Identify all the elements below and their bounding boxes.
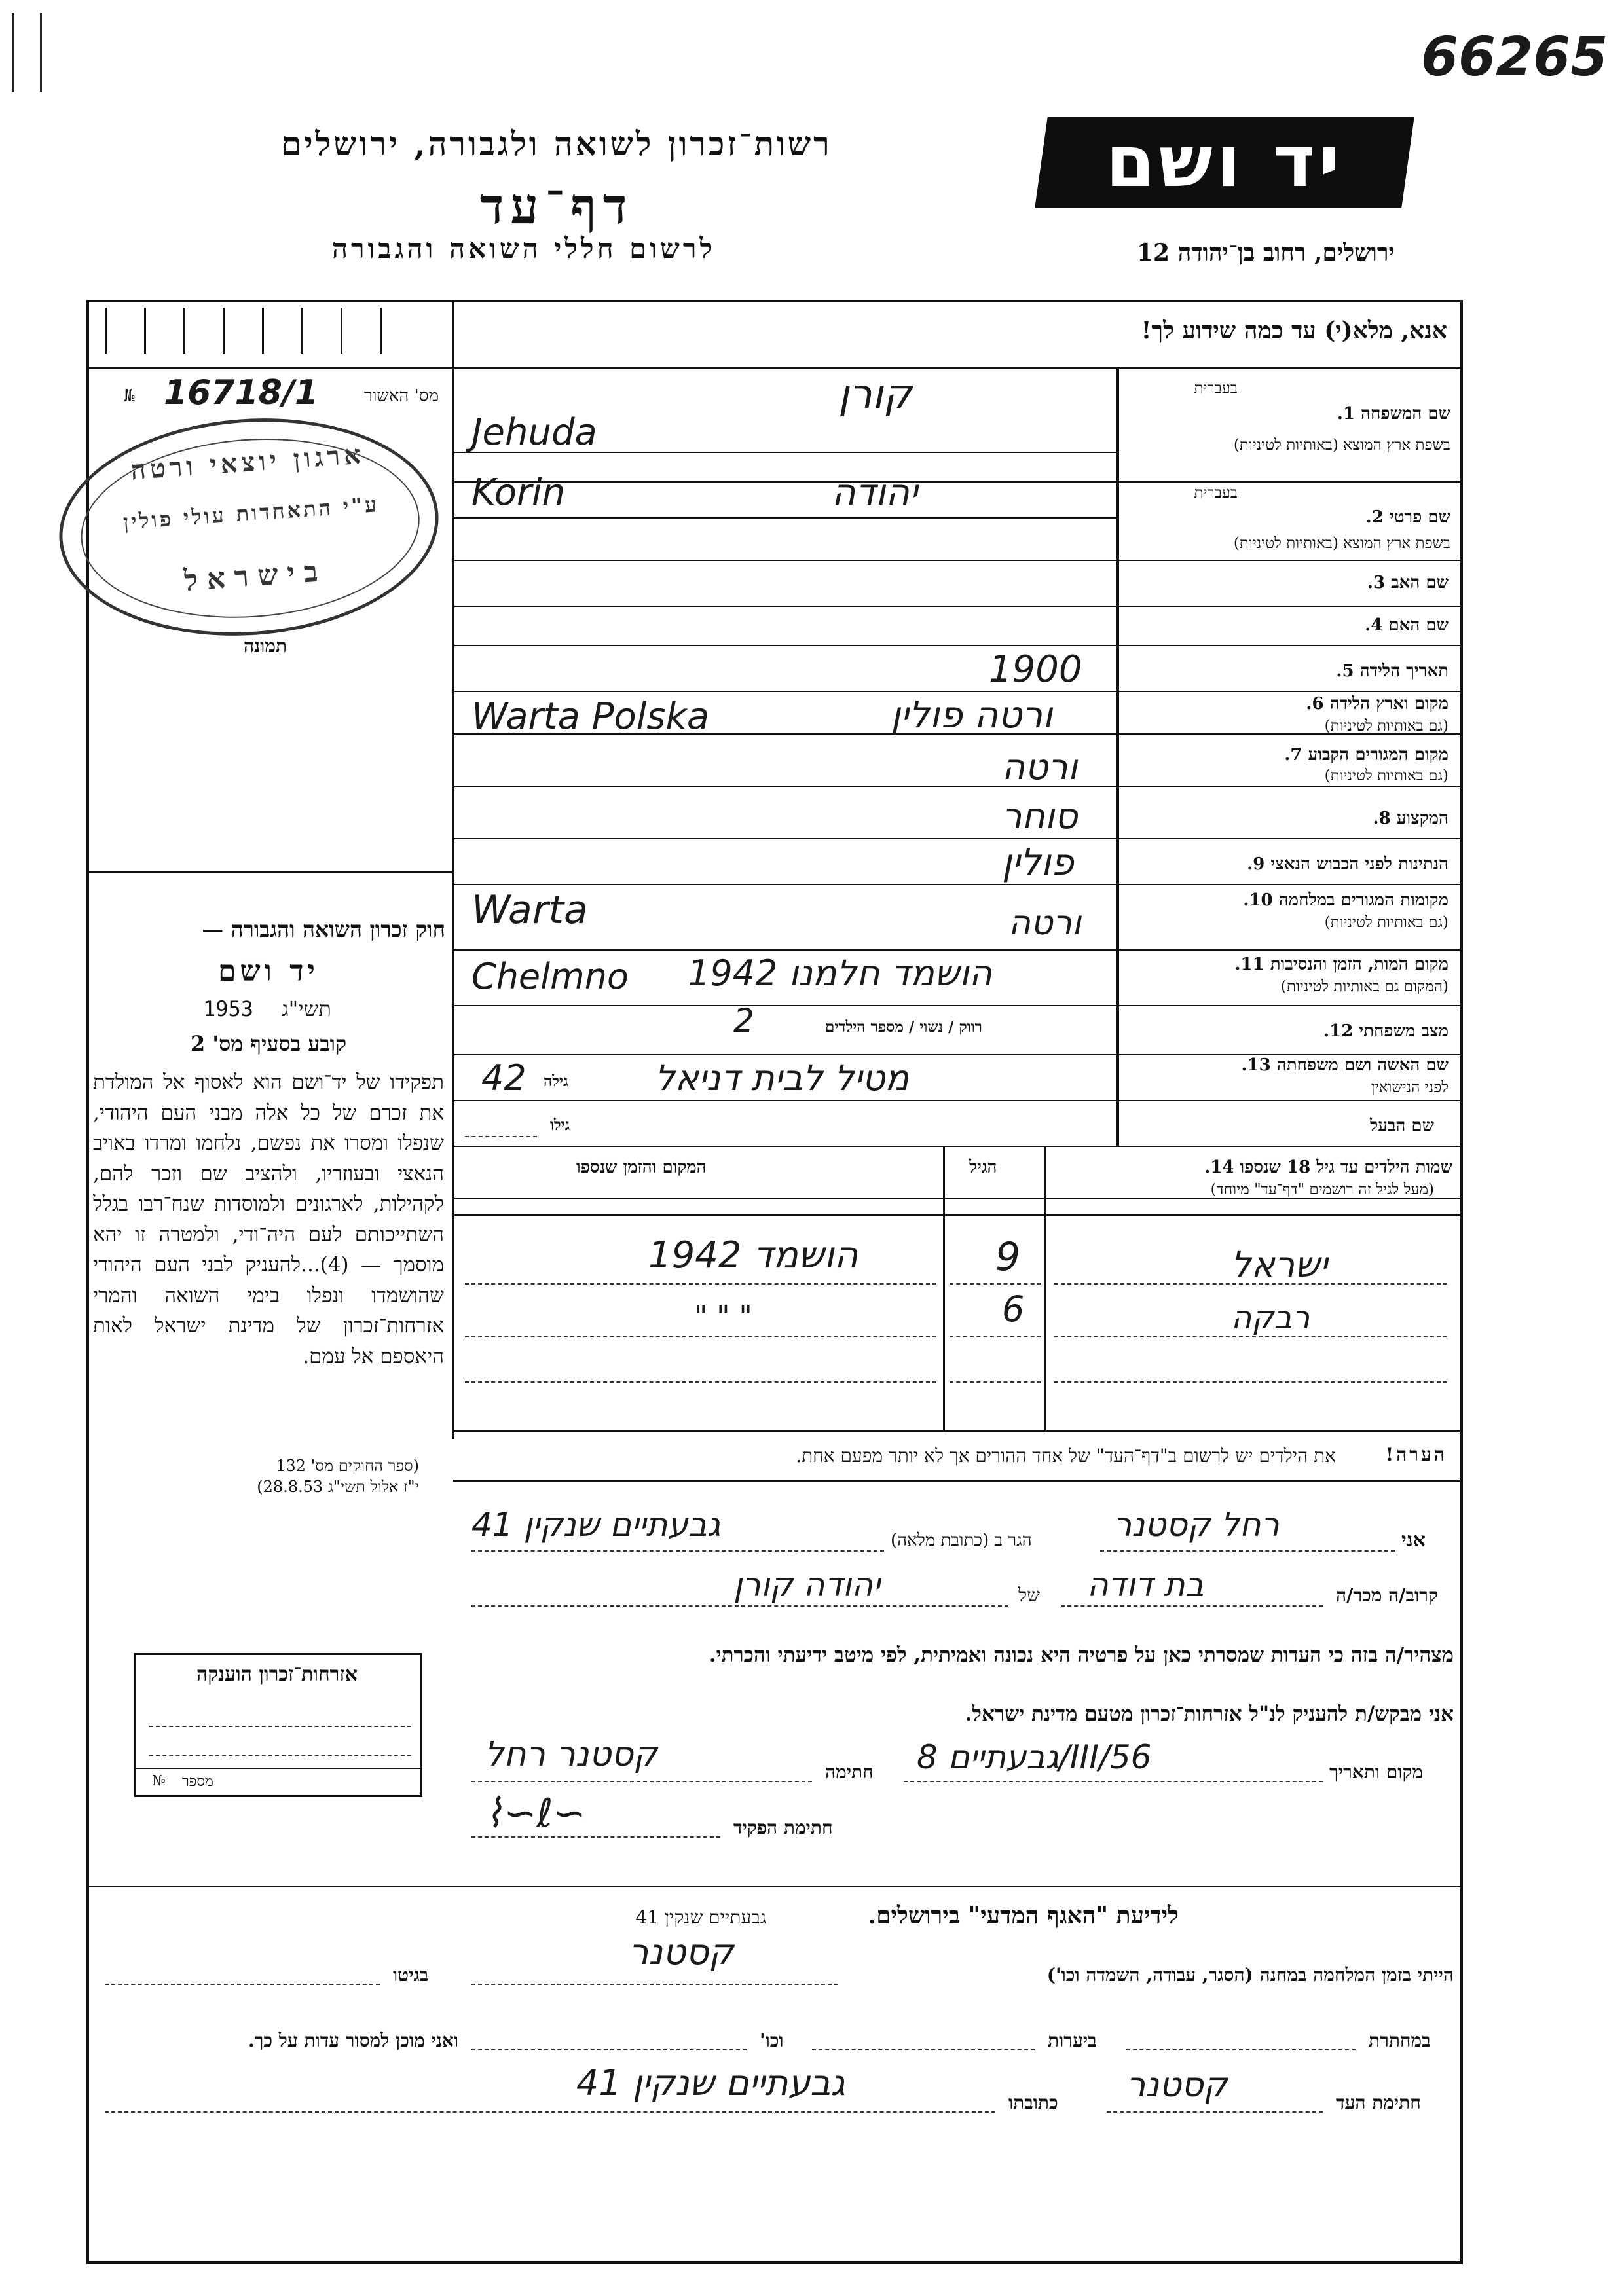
children-col-place: המקום והזמן שנספו bbox=[576, 1157, 707, 1177]
field-husband-name: שם הבעל bbox=[1369, 1116, 1434, 1136]
birth-place-note: (גם באותיות לטיניות) bbox=[1324, 718, 1449, 735]
officer-signature-scribble: ⌇∽ℓ∽ bbox=[485, 1791, 586, 1836]
address: ירושלים, רחוב בן־יהודה 12 bbox=[1136, 239, 1395, 266]
war-residences-hebrew-value: ורטה bbox=[1008, 903, 1082, 943]
officer-signature-label: חתימת הפקיד bbox=[733, 1817, 833, 1838]
family-name-hebrew-value: קורן bbox=[838, 370, 912, 418]
law-source-1: (ספר החוקים מס' 132 bbox=[276, 1457, 419, 1475]
law-text: תפקידו של יד־ושם הוא לאסוף אל המולדת את זכרם של כל אלה מבני העם היהודי, שנפלו ומסרו את נפשם, נלחמו ומרדו באויב הנאצי ובעוזריו, ולהציב שם וזכר להם, לקהילות, לארגונים ולמוסדות שנח־רבו בגלל השתייכותם לעם היה־ודי, ולמטרה זו יהא מוסמך — (4)...להעניק לבני העם היהודי שהושמדו ונפלו בימי השואה והמרי אזרחות־זכרון של מדינת ישראל לאות היאספם אל עמם. bbox=[93, 1070, 444, 1368]
of-label: של bbox=[1018, 1584, 1040, 1606]
husband-age-label: גילו bbox=[550, 1116, 570, 1134]
war-residences-note: (גם באותיות לטיניות) bbox=[1324, 914, 1449, 931]
first-name-latin-value: Korin bbox=[471, 471, 566, 514]
law-section: קובע בסעיף מס' 2 bbox=[190, 1031, 347, 1056]
children-count-value: 2 bbox=[733, 1002, 754, 1040]
child-1-age: 9 bbox=[995, 1234, 1021, 1280]
footer-willing: ואני מוכן למסור עדות על כך. bbox=[248, 2030, 458, 2051]
margin-mark bbox=[12, 13, 42, 92]
note-text: את הילדים יש לרשום ב"דף־העד" של אחד ההורים אך לא יותר מפעם אחת. bbox=[796, 1445, 1336, 1467]
signature-value: קסטנר רחל bbox=[485, 1735, 657, 1774]
organization-stamp: ארגון יוצאי ורטה ע"י התאחדות עולי פולין בישראל bbox=[52, 406, 446, 648]
intro-instruction: אנא, מלא(י) עד כמה שידוע לך! bbox=[1141, 317, 1447, 344]
field-wife-name: שם האשה ושם משפחתה 13. bbox=[1241, 1055, 1449, 1075]
footer-line1: הייתי בזמן המלחמה במחנה (הסגר, עבודה, השמדה וכו') bbox=[1046, 1964, 1454, 1986]
witness-signature: קסטנר bbox=[1126, 2066, 1228, 2105]
declaration-request: אני מבקש/ת להעניק לנ"ל אזרחות־זכרון מטעם מדינת ישראל. bbox=[965, 1702, 1454, 1726]
declarant-resides-label: הגר ב (כתובת מלאה) bbox=[891, 1531, 1032, 1550]
children-col-age: הגיל bbox=[969, 1157, 997, 1177]
relative-label: קרוב/ה מכר/ה bbox=[1336, 1584, 1438, 1606]
children-title-note: (מעל לגיל זה רושמים "דף־עד" מיוחד) bbox=[1210, 1181, 1434, 1198]
footer-scribble: קסטנר bbox=[629, 1931, 734, 1973]
footer-title: לידיעת "האגף המדעי" בירושלים. bbox=[868, 1902, 1179, 1929]
cert-number: 16718/1 bbox=[164, 373, 319, 412]
birth-place-hebrew-value: ורטה פולין bbox=[891, 694, 1053, 737]
footer-address: גבעתיים שנקין 41 bbox=[635, 1906, 766, 1928]
declaration-statement: מצהיר/ה בזה כי העדות שמסרתי כאן על פרטיה היא נכונה ואמיתית, לפי מיטב ידיעתי והכרתי. bbox=[709, 1643, 1454, 1667]
law-name: יד ושם bbox=[218, 955, 319, 988]
field-death: מקום המות, הזמן והנסיבות 11. bbox=[1234, 955, 1449, 974]
death-hebrew-value: הושמד חלמנו 1942 bbox=[688, 953, 993, 994]
wife-name-note: לפני הנישואין bbox=[1371, 1079, 1449, 1096]
residence-note: (גם באותיות לטיניות) bbox=[1324, 767, 1449, 784]
footer-etc: וכו' bbox=[760, 2030, 784, 2051]
field-residence: מקום המגורים הקבוע 7. bbox=[1284, 745, 1449, 765]
law-heading: חוק זכרון השואה והגבורה — bbox=[202, 917, 445, 942]
wife-age-label: גילה bbox=[544, 1072, 568, 1090]
footer-underground: במחתרת bbox=[1369, 2030, 1431, 2051]
field-nationality: הנתינות לפני הכבוש הנאצי 9. bbox=[1247, 854, 1449, 874]
field-birth-place: מקום וארץ הלידה 6. bbox=[1306, 694, 1449, 714]
declarant-address: גבעתיים שנקין 41 bbox=[471, 1506, 721, 1544]
child-2-place: " " " bbox=[694, 1300, 752, 1333]
place-date-value: גבעתיים 8/III/56 bbox=[917, 1738, 1152, 1776]
footer-forests: ביערות bbox=[1048, 2030, 1097, 2051]
declarant-name: רחל קסטנר bbox=[1113, 1506, 1280, 1544]
document-number: 66265 bbox=[1421, 26, 1608, 88]
of-name-value: יהודה קורן bbox=[733, 1566, 881, 1604]
photo-label: תמונה bbox=[243, 635, 287, 657]
signature-label: חתימה bbox=[825, 1761, 874, 1783]
witness-address: גבעתיים שנקין 41 bbox=[576, 2062, 845, 2104]
law-year-row: תשי"ג 1953 bbox=[203, 996, 331, 1021]
marital-options: רווק / נשוי / מספר הילדים bbox=[825, 1018, 982, 1036]
child-2-name: רבקה bbox=[1231, 1300, 1310, 1336]
nationality-value: פולין bbox=[1002, 841, 1074, 884]
place-date-label: מקום ותאריך bbox=[1329, 1761, 1424, 1783]
cert-number-row bbox=[98, 373, 445, 419]
declaration-i: אני bbox=[1401, 1529, 1426, 1552]
witness-address-label: כתובתו bbox=[1008, 2092, 1058, 2113]
field-marital-status: מצב משפחתי 12. bbox=[1323, 1021, 1449, 1041]
field-mother-name: שם האם 4. bbox=[1365, 615, 1449, 635]
note-label: הערה! bbox=[1385, 1444, 1447, 1465]
yad-vashem-logo: יד ושם bbox=[1035, 117, 1414, 208]
first-name-hebrew-value: יהודה bbox=[832, 471, 918, 514]
profession-value: סוחר bbox=[1002, 795, 1078, 837]
binder-ticks bbox=[98, 308, 445, 354]
law-source-2: י"ז אלול תשי"ג 28.8.53) bbox=[257, 1478, 419, 1496]
field-family-name: בעברית שם המשפחה 1. בשפת ארץ המוצא (באותיות לטיניות) bbox=[1194, 380, 1450, 454]
birth-date-value: 1900 bbox=[989, 648, 1082, 691]
death-note: (המקום גם באותיות לטיניות) bbox=[1280, 978, 1449, 995]
authority-title: רשות־זכרון לשואה ולגבורה, ירושלים bbox=[281, 124, 832, 163]
field-father-name: שם האב 3. bbox=[1367, 573, 1449, 592]
child-1-place: הושמד 1942 bbox=[648, 1234, 858, 1277]
relation-value: בת דודה bbox=[1087, 1566, 1204, 1604]
child-2-age: 6 bbox=[1002, 1288, 1025, 1330]
footer-ghetto-label: בגיטו bbox=[393, 1964, 429, 1986]
witness-signature-label: חתימת העד bbox=[1336, 2092, 1421, 2113]
field-birth-date: תאריך הלידה 5. bbox=[1336, 661, 1449, 681]
field-war-residences: מקומות המגורים במלחמה 10. bbox=[1243, 890, 1449, 910]
wife-name-value: מטיל לבית דניאל bbox=[655, 1057, 910, 1099]
cert-label: מס' האשור bbox=[363, 386, 439, 406]
war-residences-latin-value: Warta bbox=[471, 887, 588, 933]
field-first-name: בעברית שם פרטי 2. בשפת ארץ המוצא (באותיות לטיניות) bbox=[1194, 484, 1450, 552]
residence-value: ורטה bbox=[1002, 746, 1078, 788]
death-latin-value: Chelmno bbox=[471, 956, 629, 997]
child-1-name: ישראל bbox=[1231, 1244, 1328, 1285]
form-subtitle: לרשום חללי השואה והגבורה bbox=[331, 232, 716, 264]
children-title: שמות הילדים עד גיל 18 שנספו 14. bbox=[1204, 1157, 1452, 1177]
wife-age-value: 42 bbox=[481, 1057, 526, 1099]
family-name-latin-value: Jehuda bbox=[471, 411, 597, 454]
form-title: דף־עד bbox=[479, 177, 634, 235]
citizenship-box: אזרחות־זכרון הוענקה № מספר bbox=[134, 1653, 422, 1797]
birth-place-latin-value: Warta Polska bbox=[471, 695, 710, 738]
cert-no-prefix: № bbox=[124, 386, 135, 406]
field-profession: המקצוע 8. bbox=[1373, 809, 1449, 828]
